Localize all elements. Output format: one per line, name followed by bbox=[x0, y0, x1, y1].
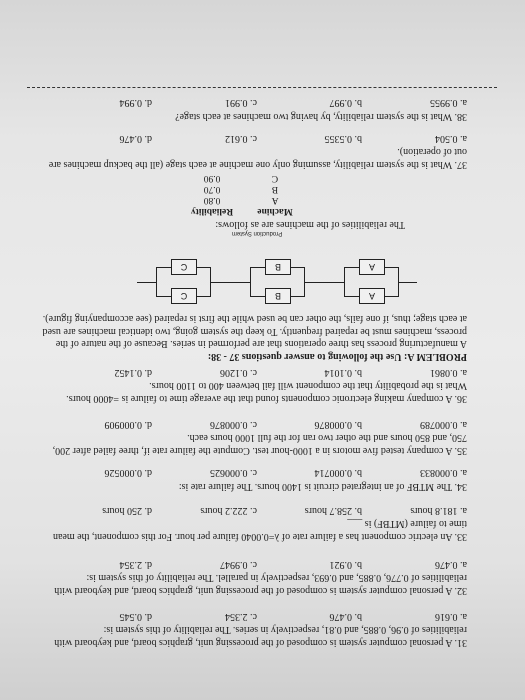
option-d: d. 250 hours bbox=[102, 504, 152, 516]
option-a: a. 0.000789 bbox=[420, 418, 467, 430]
option-c: c. 0.000876 bbox=[210, 418, 257, 430]
option-b: b. 0.000714 bbox=[314, 467, 362, 479]
machine-label: C bbox=[180, 262, 188, 272]
table-header bbox=[187, 205, 295, 216]
option-c: c. 0.991 bbox=[225, 97, 257, 109]
connector bbox=[291, 296, 305, 297]
connector bbox=[251, 267, 265, 268]
answer-options bbox=[47, 503, 467, 516]
option-c: c. 0.000625 bbox=[210, 467, 257, 479]
machine-a-bottom bbox=[359, 259, 385, 275]
machine-b-top bbox=[265, 288, 291, 304]
question-34 bbox=[47, 466, 467, 492]
connector bbox=[385, 267, 399, 268]
table-row bbox=[187, 172, 295, 183]
option-a: a. 0.000833 bbox=[420, 467, 467, 479]
question-36 bbox=[47, 365, 467, 404]
question-33 bbox=[47, 503, 467, 542]
answer-options bbox=[47, 365, 467, 378]
question-35 bbox=[47, 417, 467, 456]
option-a: a. 181.8 hours bbox=[410, 504, 467, 516]
question-37 bbox=[47, 131, 467, 170]
option-a: a. 0.0861 bbox=[430, 366, 467, 378]
machine-label: A bbox=[369, 262, 376, 272]
answer-options bbox=[47, 96, 467, 109]
output-line bbox=[137, 282, 157, 283]
option-d: d. 0.1452 bbox=[114, 366, 152, 378]
machine-cell: A bbox=[271, 195, 279, 205]
reliability-intro bbox=[0, 217, 405, 230]
machine-b-bottom bbox=[265, 259, 291, 275]
problem-heading: PROBLEM A: Use the following to answer questions 37 - 38: bbox=[207, 351, 467, 362]
option-b: b. 0.997 bbox=[329, 97, 362, 109]
input-line bbox=[399, 282, 417, 283]
stage-link bbox=[305, 282, 345, 283]
machine-label: B bbox=[275, 262, 282, 272]
connector bbox=[157, 296, 171, 297]
reliability-table bbox=[187, 172, 295, 216]
machine-c-bottom bbox=[171, 259, 197, 275]
option-d: d. 0.545 bbox=[119, 610, 152, 622]
header-reliability: Reliability bbox=[190, 206, 234, 216]
table-row bbox=[187, 194, 295, 205]
split-line-a bbox=[398, 267, 399, 297]
option-b: b. 0.000876 bbox=[314, 418, 362, 430]
option-c: c. 2.354 bbox=[225, 610, 257, 622]
machine-a-top bbox=[359, 288, 385, 304]
production-system-diagram bbox=[97, 230, 417, 305]
split-line-c bbox=[210, 267, 211, 297]
option-d: d. 0.994 bbox=[119, 97, 152, 109]
option-a: a. 0.616 bbox=[435, 610, 467, 622]
table-row bbox=[187, 183, 295, 194]
answer-options bbox=[47, 557, 467, 570]
option-d: d. 0.000526 bbox=[104, 467, 152, 479]
reliability-cell: 0.90 bbox=[203, 173, 221, 183]
question-31 bbox=[47, 609, 467, 648]
machine-label: B bbox=[275, 291, 282, 301]
machine-c-top bbox=[171, 288, 197, 304]
option-c: c. 0.1206 bbox=[220, 366, 257, 378]
answer-options bbox=[47, 417, 467, 430]
question-text: 34. The MTBF of an integrated circuit is 1400 hours. The failure rate is: bbox=[178, 481, 467, 492]
stage-link bbox=[211, 282, 251, 283]
connector bbox=[157, 267, 171, 268]
answer-options bbox=[47, 466, 467, 479]
question-text: 36. A company making electronic components found that the average time to failure is =4000 hours. What is the probability that the component will fail between 400 to 1100 hours. bbox=[66, 380, 467, 404]
diagram-caption: Production System bbox=[231, 230, 283, 236]
option-b: b. 0.476 bbox=[329, 610, 362, 622]
question-32 bbox=[47, 557, 467, 596]
option-b: b. 0.921 bbox=[329, 558, 362, 570]
reliability-cell: 0.80 bbox=[203, 195, 221, 205]
split-line-b bbox=[304, 267, 305, 297]
question-text: 35. A company tested five motors in a 1000-hour test. Compute the failure rate if, three failed after 200, 750, and 850 hours and the other two ran for the full 1000 hours each. bbox=[52, 432, 467, 456]
dashed-separator bbox=[27, 87, 497, 88]
connector bbox=[197, 267, 211, 268]
connector bbox=[385, 296, 399, 297]
option-b: b. 258.7 hours bbox=[304, 504, 362, 516]
machine-cell: C bbox=[271, 173, 279, 183]
question-text: 33. An electric component has a failure rate of λ=0.0040 failure per hour. For this component, the mean time to failure (MTBF) is ___ bbox=[53, 518, 467, 542]
option-b: b. 0.1014 bbox=[324, 366, 362, 378]
question-text: 38. What is the system reliability, by having two machines at each stage? bbox=[175, 111, 467, 122]
header-machine: Machine bbox=[257, 206, 293, 216]
answer-options bbox=[47, 609, 467, 622]
connector bbox=[291, 267, 305, 268]
machine-label: C bbox=[180, 291, 188, 301]
option-c: c. 0.612 bbox=[225, 132, 257, 144]
option-a: a. 0.9955 bbox=[430, 97, 467, 109]
problem-a bbox=[42, 312, 467, 362]
question-text: 31. A personal computer system is composed of the processing unit, graphics board, and keyboard with reliabilities of 0.96, 0.885, and 0.81, respectively in series. The reliability of this system is: bbox=[54, 624, 467, 648]
option-d: d. 0.000909 bbox=[104, 418, 152, 430]
option-c: c. 0.9947 bbox=[220, 558, 257, 570]
question-38 bbox=[47, 96, 467, 122]
question-text: 37. What is the system reliability, assuming only one machine at each stage (all the backup machines are out of operation). bbox=[48, 146, 467, 170]
connector bbox=[197, 296, 211, 297]
option-d: d. 0.476 bbox=[119, 132, 152, 144]
answer-options bbox=[47, 131, 467, 144]
reliability-intro-text: The reliabilities of the machines are as follows: bbox=[215, 219, 405, 230]
option-c: c. 222.2 hours bbox=[200, 504, 257, 516]
option-b: b. 0.5355 bbox=[324, 132, 362, 144]
option-a: a. 0.504 bbox=[435, 132, 467, 144]
option-d: d. 2.354 bbox=[119, 558, 152, 570]
connector bbox=[251, 296, 265, 297]
reliability-cell: 0.70 bbox=[203, 184, 221, 194]
question-text: 32. A personal computer system is composed of the processing unit, graphics board, and keyboard with reliabilities of 0.776, 0.885, and 0.693, respectively in parallel. The reliability of this system is: bbox=[54, 572, 467, 596]
machine-cell: B bbox=[271, 184, 279, 194]
connector bbox=[345, 296, 359, 297]
problem-text: A manufacturing process has three operations that are performed in series. Because of the nature of the process, machines must be repaired frequently. To keep the system going, two identical machines are used at each stage; thus, if one fails, the other can be used while the first is repaired (see accompanying figure). bbox=[42, 313, 467, 350]
option-a: a. 0.476 bbox=[435, 558, 467, 570]
connector bbox=[345, 267, 359, 268]
machine-label: A bbox=[369, 291, 376, 301]
